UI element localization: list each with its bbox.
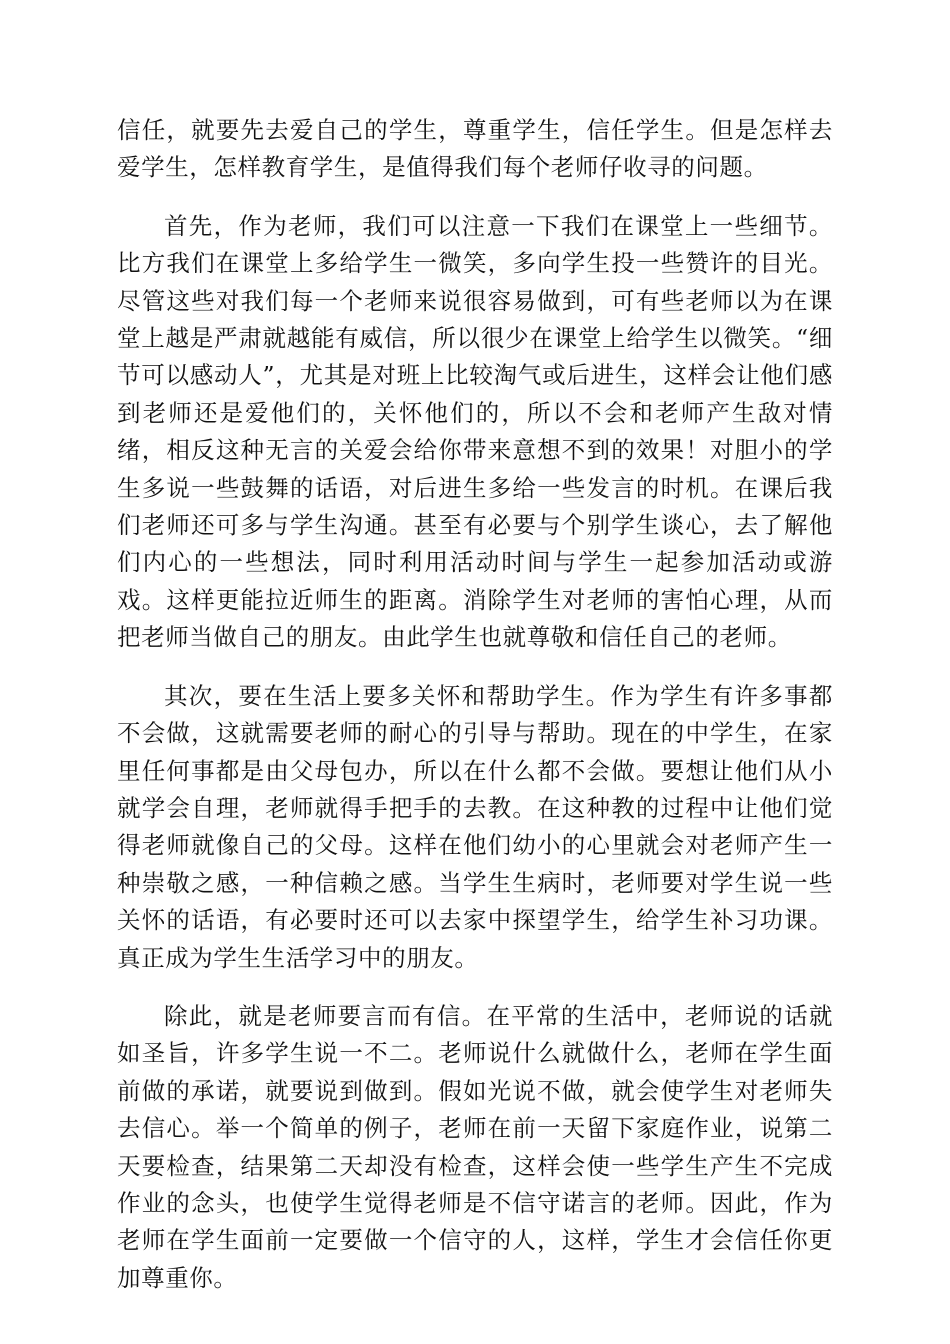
paragraph-1: 信任，就要先去爱自己的学生，尊重学生，信任学生。但是怎样去爱学生，怎样教育学生，是值得我们每个老师仔收寻的问题。 (117, 116, 833, 182)
paragraph-2: 首先，作为老师，我们可以注意一下我们在课堂上一些细节。比方我们在课堂上多给学生一微笑，多向学生投一些赞许的目光。尽管这些对我们每一个老师来说很容易做到，可有些老师以为在课堂上越是严肃就越能有威信，所以很少在课堂上给学生以微笑。“细节可以感动人”，尤其是对班上比较淘气或后进生，这样会让他们感到老师还是爱他们的，关怀他们的，所以不会和老师产生敌对情绪，相反这种无言的关爱会给你带来意想不到的效果！对胆小的学生多说一些鼓舞的话语，对后进生多给一些发言的时机。在课后我们老师还可多与学生沟通。甚至有必要与个别学生谈心，去了解他们内心的一些想法，同时利用活动时间与学生一起参加活动或游戏。这样更能拉近师生的距离。消除学生对老师的害怕心理，从而把老师当做自己的朋友。由此学生也就尊敬和信任自己的老师。 (117, 211, 833, 652)
paragraph-4: 除此，就是老师要言而有信。在平常的生活中，老师说的话就如圣旨，许多学生说一不二。老师说什么就做什么，老师在学生面前做的承诺，就要说到做到。假如光说不做，就会使学生对老师失去信心。举一个简单的例子，老师在前一天留下家庭作业，说第二天要检查，结果第二天却没有检查，这样会使一些学生产生不完成作业的念头，也使学生觉得老师是不信守诺言的老师。因此，作为老师在学生面前一定要做一个信守的人，这样，学生才会信任你更加尊重你。 (117, 1001, 833, 1292)
paragraph-gap (117, 657, 833, 678)
paragraph-3: 其次，要在生活上要多关怀和帮助学生。作为学生有许多事都不会做，这就需要老师的耐心的引导与帮助。现在的中学生，在家里任何事都是由父母包办，所以在什么都不会做。要想让他们从小就学会自理，老师就得手把手的去教。在这种教的过程中让他们觉得老师就像自己的父母。这样在他们幼小的心里就会对老师产生一种崇敬之感，一种信赖之感。当学生生病时，老师要对学生说一些关怀的话语，有必要时还可以去家中探望学生，给学生补习功课。真正成为学生生活学习中的朋友。 (117, 681, 833, 972)
document-page (117, 112, 833, 1297)
paragraph-gap (117, 187, 833, 208)
paragraph-gap (117, 977, 833, 998)
